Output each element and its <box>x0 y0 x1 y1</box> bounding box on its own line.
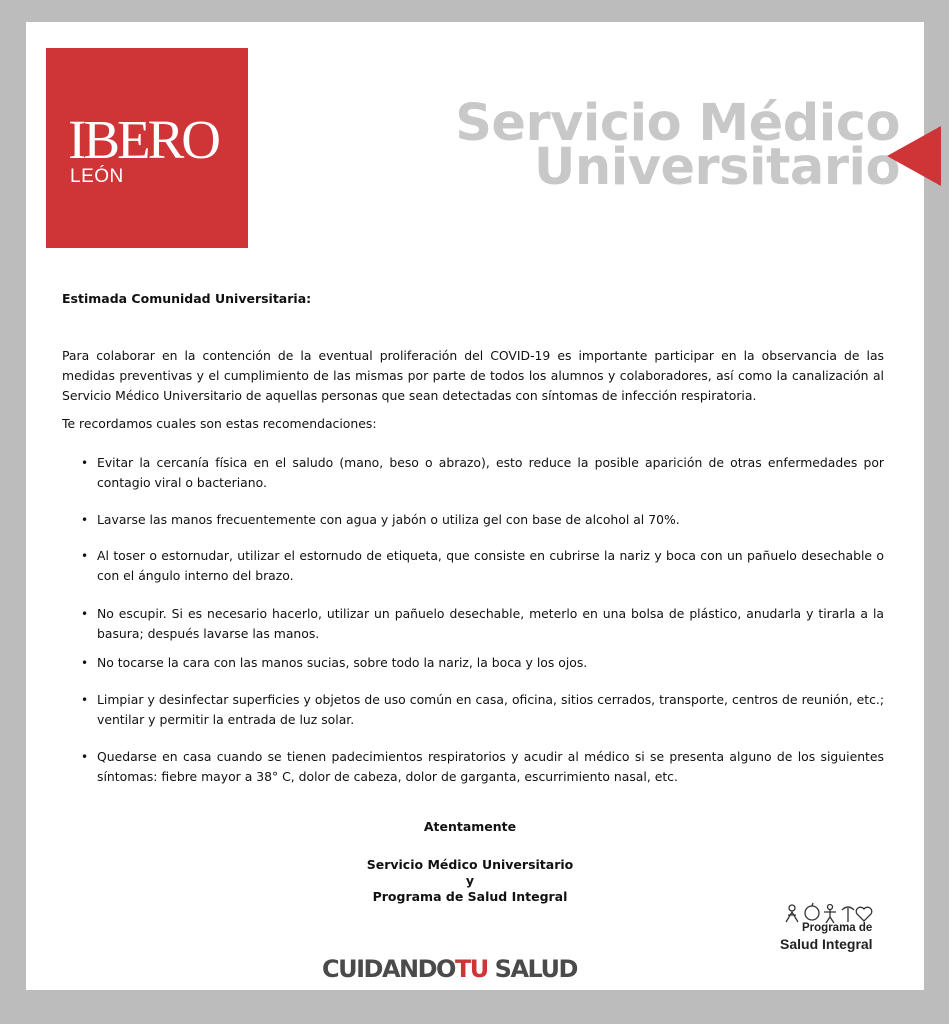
footer-slogan-accent: TU <box>454 955 488 983</box>
banner-arrow-icon <box>887 126 941 186</box>
psi-logo-line-2: Salud Integral <box>780 936 873 952</box>
greeting: Estimada Comunidad Universitaria: <box>62 291 312 306</box>
list-item-text: Lavarse las manos frecuentemente con agua y jabón o utiliza gel con base de alcohol al 70%. <box>97 512 680 527</box>
reminder-text: Te recordamos cuales son estas recomendaciones: <box>62 416 377 431</box>
wellness-figures-icon <box>782 902 878 924</box>
bullet-icon: • <box>81 693 89 707</box>
signature-line-2: y <box>465 873 475 888</box>
ibero-leon-logo <box>46 48 248 248</box>
bullet-icon: • <box>81 607 89 621</box>
intro-paragraph: Para colaborar en la contención de la eventual proliferación del COVID-19 es importante participar en la observancia de las medidas preventivas y el cumplimiento de las mismas por parte de todos los alumnos y colaboradores, así como la canalización al Servicio Médico Universitario de aquellas personas que sean detectadas con síntomas de infección respiratoria. <box>62 348 884 403</box>
footer-slogan-part-3: SALUD <box>487 955 577 983</box>
signature-line-1: Servicio Médico Universitario <box>366 857 574 872</box>
logo-main-text: IBERO <box>68 109 218 170</box>
list-item-text: Evitar la cercanía física en el saludo (mano, beso o abrazo), esto reduce la posible aparición de otras enfermedades por contagio viral o bacteriano. <box>97 455 884 490</box>
list-item-text: No escupir. Si es necesario hacerlo, utilizar un pañuelo desechable, meterlo en una bolsa de plástico, anudarla y tirarla a la basura; después lavarse las manos. <box>97 606 884 641</box>
psi-logo-line-1: Programa de <box>802 922 873 934</box>
bullet-icon: • <box>81 750 89 764</box>
footer-slogan <box>322 955 577 983</box>
closing-salutation: Atentamente <box>423 819 517 834</box>
logo-sub-text: LEÓN <box>70 166 124 187</box>
bullet-icon: • <box>81 656 89 670</box>
list-item-text: No tocarse la cara con las manos sucias, sobre todo la nariz, la boca y los ojos. <box>97 655 588 670</box>
footer-slogan-part-1: CUIDANDO <box>322 955 455 983</box>
signature-block <box>260 857 680 905</box>
service-banner <box>380 94 900 197</box>
list-item-text: Al toser o estornudar, utilizar el estornudo de etiqueta, que consiste en cubrirse la nariz y boca con un pañuelo desechable o con el ángulo interno del brazo. <box>97 548 884 583</box>
banner-line-1: Servicio Médico <box>455 94 900 153</box>
list-item-text: Limpiar y desinfectar superficies y objetos de uso común en casa, oficina, sitios cerrados, transporte, centros de reunión, etc.; ventilar y permitir la entrada de luz solar. <box>97 692 884 727</box>
signature-line-3: Programa de Salud Integral <box>372 889 568 904</box>
bullet-icon: • <box>81 456 89 470</box>
bullet-icon: • <box>81 549 89 563</box>
list-item-text: Quedarse en casa cuando se tienen padecimientos respiratorios y acudir al médico si se presenta alguno de los siguientes síntomas: fiebre mayor a 38° C, dolor de cabeza, dolor de garganta, escurrimiento nasal, etc. <box>97 749 884 784</box>
bullet-icon: • <box>81 513 89 527</box>
salud-integral-logo <box>776 900 876 960</box>
banner-line-2: Universitario <box>534 138 900 197</box>
